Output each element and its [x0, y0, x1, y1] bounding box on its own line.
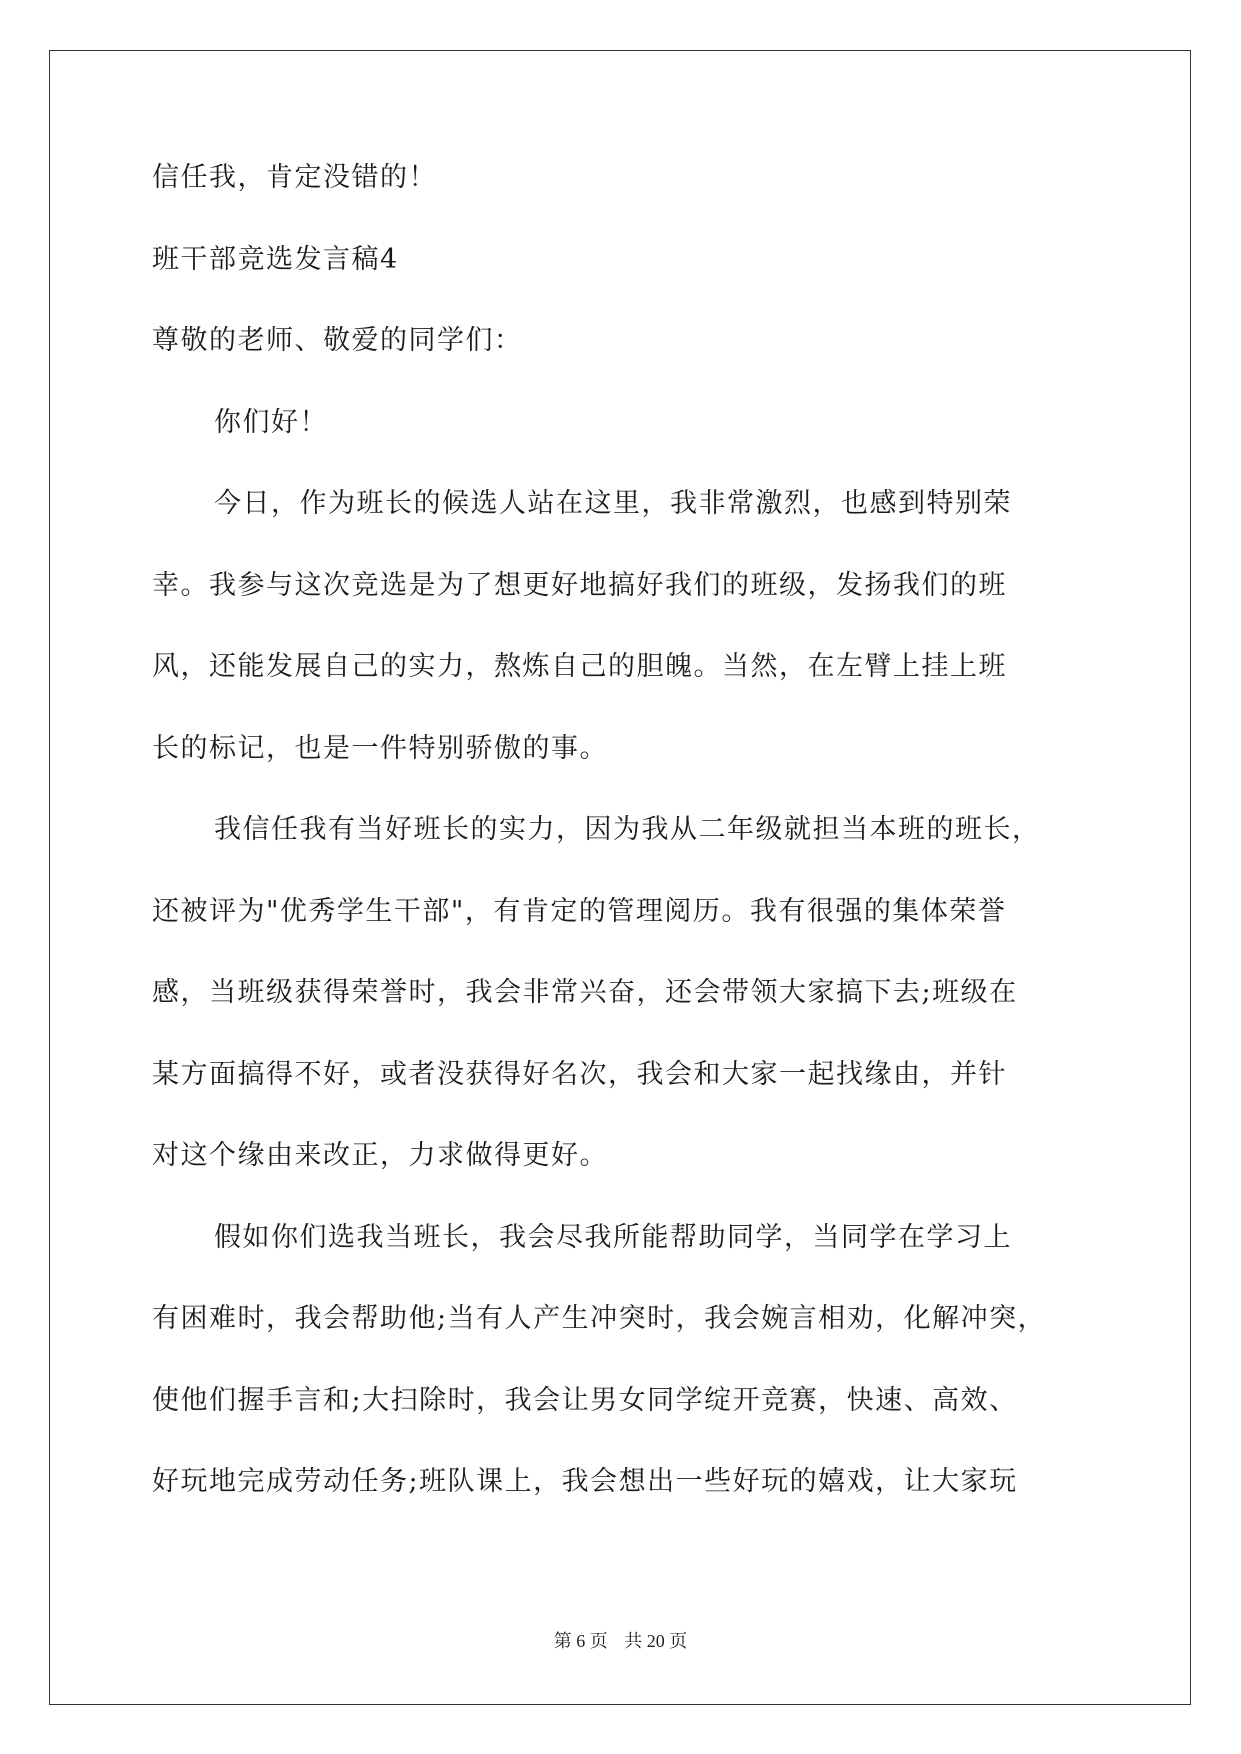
paragraph-line: 风，还能发展自己的实力，熬炼自己的胆魄。当然，在左臂上挂上班 [152, 651, 1007, 682]
salutation: 尊敬的老师、敬爱的同学们： [152, 325, 523, 356]
paragraph-line: 长的标记，也是一件特别骄傲的事。 [152, 732, 608, 764]
greeting: 你们好！ [214, 406, 328, 438]
paragraph-line: 还被评为"优秀学生干部"，有肯定的管理阅历。我有很强的集体荣誉 [152, 895, 1007, 927]
section-title: 班干部竞选发言稿4 [152, 243, 399, 275]
page-total: 共 20 页 [624, 1631, 688, 1651]
paragraph-line: 对这个缘由来改正，力求做得更好。 [152, 1140, 608, 1171]
paragraph-line: 今日，作为班长的候选人站在这里，我非常激烈，也感到特别荣 [214, 488, 1012, 519]
paragraph-line: 感，当班级获得荣誉时，我会非常兴奋，还会带领大家搞下去;班级在 [152, 977, 1018, 1008]
paragraph-line: 我信任我有当好班长的实力，因为我从二年级就担当本班的班长， [214, 814, 1041, 845]
paragraph-line: 好玩地完成劳动任务;班队课上，我会想出一些好玩的嬉戏，让大家玩 [152, 1466, 1018, 1497]
paragraph-line: 使他们握手言和;大扫除时，我会让男女同学绽开竞赛，快速、高效、 [152, 1384, 1018, 1416]
paragraph-line: 信任我，肯定没错的！ [152, 162, 437, 193]
document-body [152, 160, 1092, 1546]
paragraph-line: 假如你们选我当班长，我会尽我所能帮助同学，当同学在学习上 [214, 1221, 1012, 1253]
page-number: 第 6 页 [553, 1631, 608, 1651]
paragraph-line: 有困难时，我会帮助他;当有人产生冲突时，我会婉言相劝，化解冲突， [152, 1303, 1047, 1334]
paragraph-line: 某方面搞得不好，或者没获得好名次，我会和大家一起找缘由，并针 [152, 1058, 1007, 1090]
page-footer [0, 1627, 1241, 1653]
paragraph-line: 幸。我参与这次竞选是为了想更好地搞好我们的班级，发扬我们的班 [152, 569, 1007, 601]
